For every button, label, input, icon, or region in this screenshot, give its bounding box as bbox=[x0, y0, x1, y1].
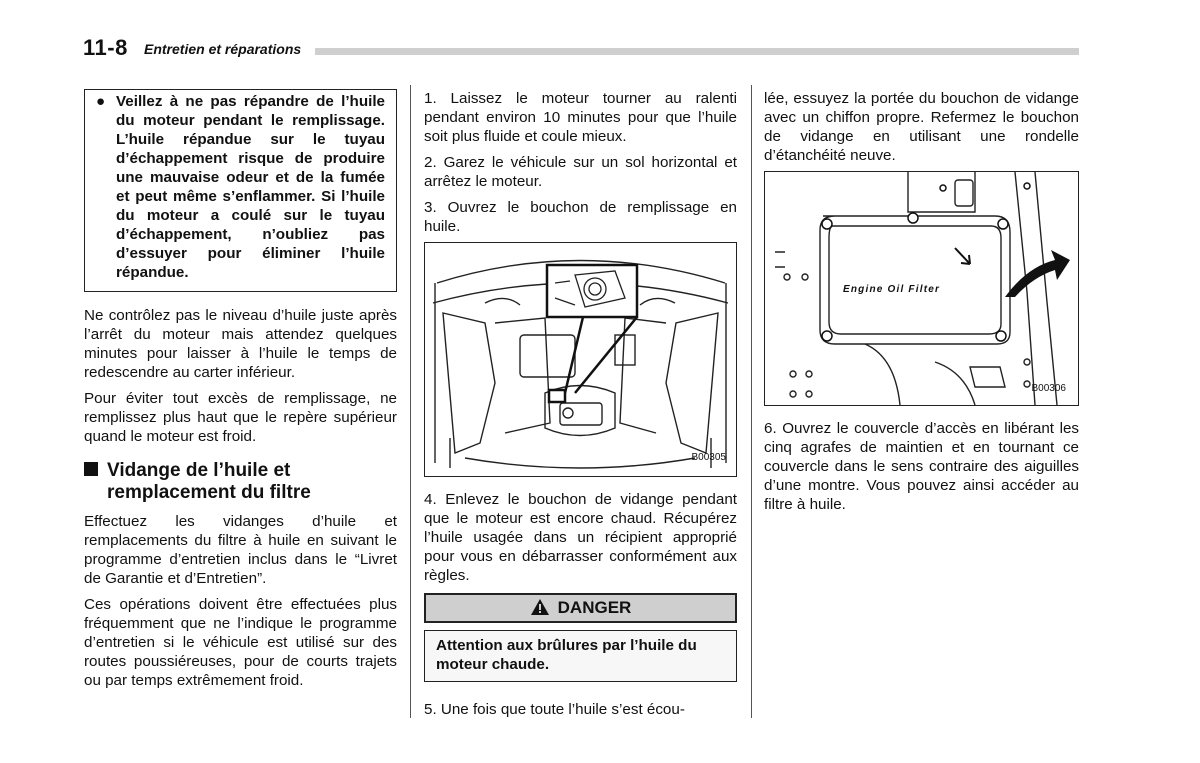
figure-code: B00305 bbox=[691, 452, 726, 463]
square-bullet-icon bbox=[84, 462, 98, 476]
bullet-icon: ● bbox=[96, 93, 106, 110]
subheading-text: Vidange de l’huile et remplacement du filtre bbox=[107, 460, 311, 503]
warning-text: Veillez à ne pas répandre de l’huile du moteur pendant le remplissage. L’huile répandue sur le tuyau d’échappement risque de produire une mauvaise odeur et de la fumée et peut même s’enflammer. Si l’huile du moteur a coulé sur le tuyau d’échappement, n’oubliez pas d’essuyer pour éliminer l’huile répandue. bbox=[116, 93, 385, 281]
column-left bbox=[84, 89, 397, 697]
subheading bbox=[84, 460, 397, 504]
oil-filler-cap-illustration bbox=[424, 242, 737, 477]
danger-title: DANGER bbox=[557, 598, 632, 617]
page-number: 11-8 bbox=[83, 35, 128, 60]
step-4: 4. Enlevez le bouchon de vidange pendant que le moteur est encore chaud. Récupérez l’huile usagée dans un récipient approprié pour vous en débarrasser conformément aux règles. bbox=[424, 491, 737, 584]
oil-filter-cover-illustration bbox=[764, 171, 1079, 406]
step-2: 2. Garez le véhicule sur un sol horizontal et arrêtez le moteur. bbox=[424, 154, 737, 190]
column-middle bbox=[424, 89, 737, 726]
warning-box bbox=[84, 89, 397, 292]
step-6: 6. Ouvrez le couvercle d’accès en libérant les cinq agrafes de maintien et en tournant ce couvercle dans le sens contraire des aiguilles d’une montre. Vous pouvez ainsi accéder au filtre à huile. bbox=[764, 420, 1079, 513]
danger-header bbox=[424, 593, 737, 623]
step-5-continued: lée, essuyez la portée du bouchon de vidange avec un chiffon propre. Refermez le bouchon de vidange en utilisant une rondelle d’étanchéité neuve. bbox=[764, 90, 1079, 164]
step-5: 5. Une fois que toute l’huile s’est écou- bbox=[424, 701, 685, 718]
paragraph: Pour éviter tout excès de remplissage, ne remplissez plus haut que le repère supérieur quand le moteur est froid. bbox=[84, 390, 397, 445]
figure-code: B00306 bbox=[1031, 383, 1066, 394]
danger-text: Attention aux brûlures par l’huile du moteur chaude. bbox=[436, 637, 697, 673]
engine-oil-filter-label: Engine Oil Filter bbox=[843, 284, 941, 295]
engine-bay-drawing bbox=[425, 243, 736, 476]
paragraph: Ces opérations doivent être effectuées plus fréquemment que ne l’indique le programme d’entretien si le véhicule est utilisé sur des routes poussiéreuses, pour de courts trajets ou par temps extrêmement froid. bbox=[84, 596, 397, 689]
section-title: Entretien et réparations bbox=[144, 41, 302, 57]
paragraph: Effectuez les vidanges d’huile et remplacements du filtre à huile en suivant le programme d’entretien inclus dans le “Livret de Garantie et d’Entretien”. bbox=[84, 513, 397, 587]
header-rule bbox=[315, 48, 1079, 55]
paragraph: Ne contrôlez pas le niveau d’huile juste après l’arrêt du moteur mais attendez quelques minutes pour laisser à l’huile le temps de redescendre au carter inférieur. bbox=[84, 307, 397, 381]
page-header bbox=[83, 32, 1083, 62]
danger-box bbox=[424, 630, 737, 682]
column-divider bbox=[751, 85, 752, 718]
column-divider bbox=[410, 85, 411, 718]
warning-triangle-icon bbox=[530, 598, 550, 616]
step-3: 3. Ouvrez le bouchon de remplissage en huile. bbox=[424, 199, 737, 235]
step-1: 1. Laissez le moteur tourner au ralenti pendant environ 10 minutes pour que l’huile soit plus fluide et coule mieux. bbox=[424, 90, 737, 145]
column-right bbox=[764, 89, 1079, 521]
